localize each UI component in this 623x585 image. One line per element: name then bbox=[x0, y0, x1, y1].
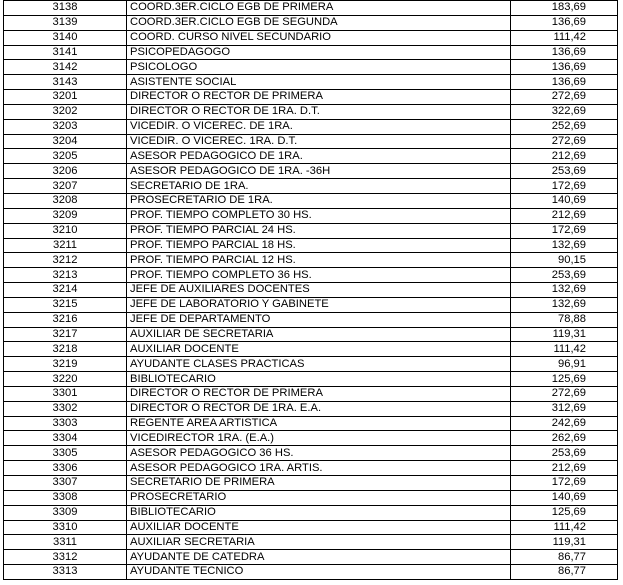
description-cell: PROF. TIEMPO COMPLETO 36 HS. bbox=[127, 268, 511, 283]
description-cell: ASESOR PEDAGOGICO 1RA. ARTIS. bbox=[127, 461, 511, 476]
amount-cell: 272,69 bbox=[511, 90, 618, 105]
description-cell: ASESOR PEDAGOGICO DE 1RA. -36H bbox=[127, 164, 511, 179]
table-row bbox=[4, 119, 618, 134]
amount-cell: 140,69 bbox=[511, 490, 618, 505]
code-cell: 3305 bbox=[4, 446, 127, 461]
amount-cell: 136,69 bbox=[511, 60, 618, 75]
table-row bbox=[4, 357, 618, 372]
table-row bbox=[4, 416, 618, 431]
amount-cell: 140,69 bbox=[511, 193, 618, 208]
amount-cell: 111,42 bbox=[511, 30, 618, 45]
description-cell: PSICOLOGO bbox=[127, 60, 511, 75]
amount-cell: 262,69 bbox=[511, 431, 618, 446]
code-cell: 3306 bbox=[4, 461, 127, 476]
code-cell: 3313 bbox=[4, 565, 127, 580]
table-row bbox=[4, 75, 618, 90]
description-cell: SECRETARIO DE 1RA. bbox=[127, 179, 511, 194]
amount-cell: 212,69 bbox=[511, 461, 618, 476]
description-cell: AYUDANTE CLASES PRACTICAS bbox=[127, 357, 511, 372]
code-cell: 3311 bbox=[4, 535, 127, 550]
amount-cell: 90,15 bbox=[511, 253, 618, 268]
table-row bbox=[4, 297, 618, 312]
table-row bbox=[4, 431, 618, 446]
description-cell: AUXILIAR DOCENTE bbox=[127, 342, 511, 357]
amount-cell: 312,69 bbox=[511, 401, 618, 416]
description-cell: PSICOPEDAGOGO bbox=[127, 45, 511, 60]
table-row bbox=[4, 520, 618, 535]
amount-cell: 212,69 bbox=[511, 149, 618, 164]
table-row bbox=[4, 268, 618, 283]
code-cell: 3212 bbox=[4, 253, 127, 268]
table-row bbox=[4, 550, 618, 565]
code-cell: 3143 bbox=[4, 75, 127, 90]
code-cell: 3141 bbox=[4, 45, 127, 60]
code-cell: 3211 bbox=[4, 238, 127, 253]
table-row bbox=[4, 90, 618, 105]
table-row bbox=[4, 461, 618, 476]
code-cell: 3219 bbox=[4, 357, 127, 372]
description-cell: JEFE DE LABORATORIO Y GABINETE bbox=[127, 297, 511, 312]
table-row bbox=[4, 372, 618, 387]
code-cell: 3213 bbox=[4, 268, 127, 283]
description-cell: PROSECRETARIO DE 1RA. bbox=[127, 193, 511, 208]
description-cell: BIBLIOTECARIO bbox=[127, 372, 511, 387]
table-row bbox=[4, 401, 618, 416]
code-cell: 3308 bbox=[4, 490, 127, 505]
table-row bbox=[4, 45, 618, 60]
table-row bbox=[4, 342, 618, 357]
amount-cell: 78,88 bbox=[511, 312, 618, 327]
description-cell: DIRECTOR O RECTOR DE PRIMERA bbox=[127, 386, 511, 401]
table-row bbox=[4, 565, 618, 580]
code-cell: 3307 bbox=[4, 476, 127, 491]
description-cell: DIRECTOR O RECTOR DE PRIMERA bbox=[127, 90, 511, 105]
description-cell: PROF. TIEMPO PARCIAL 24 HS. bbox=[127, 223, 511, 238]
description-cell: VICEDIR. O VICEREC. DE 1RA. bbox=[127, 119, 511, 134]
table-row bbox=[4, 30, 618, 45]
code-cell: 3208 bbox=[4, 193, 127, 208]
table-row bbox=[4, 490, 618, 505]
code-cell: 3216 bbox=[4, 312, 127, 327]
amount-cell: 119,31 bbox=[511, 327, 618, 342]
description-cell: PROSECRETARIO bbox=[127, 490, 511, 505]
description-cell: REGENTE AREA ARTISTICA bbox=[127, 416, 511, 431]
table-row bbox=[4, 104, 618, 119]
code-cell: 3304 bbox=[4, 431, 127, 446]
code-cell: 3202 bbox=[4, 104, 127, 119]
code-cell: 3218 bbox=[4, 342, 127, 357]
amount-cell: 125,69 bbox=[511, 372, 618, 387]
amount-cell: 96,91 bbox=[511, 357, 618, 372]
description-cell: DIRECTOR O RECTOR DE 1RA. D.T. bbox=[127, 104, 511, 119]
code-cell: 3220 bbox=[4, 372, 127, 387]
table-row bbox=[4, 134, 618, 149]
code-cell: 3207 bbox=[4, 179, 127, 194]
amount-cell: 125,69 bbox=[511, 505, 618, 520]
amount-cell: 172,69 bbox=[511, 223, 618, 238]
amount-cell: 183,69 bbox=[511, 1, 618, 16]
amount-cell: 136,69 bbox=[511, 45, 618, 60]
description-cell: COORD.3ER.CICLO EGB DE PRIMERA bbox=[127, 1, 511, 16]
description-cell: ASISTENTE SOCIAL bbox=[127, 75, 511, 90]
code-cell: 3203 bbox=[4, 119, 127, 134]
amount-cell: 136,69 bbox=[511, 75, 618, 90]
code-cell: 3301 bbox=[4, 386, 127, 401]
description-cell: VICEDIR. O VICEREC. 1RA. D.T. bbox=[127, 134, 511, 149]
amount-cell: 132,69 bbox=[511, 297, 618, 312]
amount-cell: 253,69 bbox=[511, 164, 618, 179]
table-body bbox=[4, 1, 618, 580]
code-cell: 3201 bbox=[4, 90, 127, 105]
description-cell: JEFE DE AUXILIARES DOCENTES bbox=[127, 283, 511, 298]
table-row bbox=[4, 253, 618, 268]
table-row bbox=[4, 446, 618, 461]
description-cell: AUXILIAR DE SECRETARIA bbox=[127, 327, 511, 342]
description-cell: JEFE DE DEPARTAMENTO bbox=[127, 312, 511, 327]
amount-cell: 322,69 bbox=[511, 104, 618, 119]
description-cell: PROF. TIEMPO PARCIAL 12 HS. bbox=[127, 253, 511, 268]
code-cell: 3210 bbox=[4, 223, 127, 238]
amount-cell: 86,77 bbox=[511, 565, 618, 580]
description-cell: AUXILIAR DOCENTE bbox=[127, 520, 511, 535]
code-cell: 3138 bbox=[4, 1, 127, 16]
description-cell: AUXILIAR SECRETARIA bbox=[127, 535, 511, 550]
description-cell: COORD.3ER.CICLO EGB DE SEGUNDA bbox=[127, 15, 511, 30]
code-cell: 3303 bbox=[4, 416, 127, 431]
table-row bbox=[4, 15, 618, 30]
amount-cell: 272,69 bbox=[511, 134, 618, 149]
table-row bbox=[4, 179, 618, 194]
description-cell: ASESOR PEDAGOGICO DE 1RA. bbox=[127, 149, 511, 164]
table-row bbox=[4, 1, 618, 16]
salary-table bbox=[3, 0, 618, 580]
code-cell: 3140 bbox=[4, 30, 127, 45]
amount-cell: 119,31 bbox=[511, 535, 618, 550]
code-cell: 3209 bbox=[4, 208, 127, 223]
amount-cell: 132,69 bbox=[511, 283, 618, 298]
amount-cell: 111,42 bbox=[511, 520, 618, 535]
code-cell: 3217 bbox=[4, 327, 127, 342]
description-cell: AYUDANTE TECNICO bbox=[127, 565, 511, 580]
table-row bbox=[4, 223, 618, 238]
table-row bbox=[4, 535, 618, 550]
code-cell: 3206 bbox=[4, 164, 127, 179]
amount-cell: 242,69 bbox=[511, 416, 618, 431]
code-cell: 3215 bbox=[4, 297, 127, 312]
amount-cell: 172,69 bbox=[511, 476, 618, 491]
code-cell: 3139 bbox=[4, 15, 127, 30]
code-cell: 3302 bbox=[4, 401, 127, 416]
table-row bbox=[4, 238, 618, 253]
code-cell: 3204 bbox=[4, 134, 127, 149]
description-cell: VICEDIRECTOR 1RA. (E.A.) bbox=[127, 431, 511, 446]
table-row bbox=[4, 164, 618, 179]
description-cell: BIBLIOTECARIO bbox=[127, 505, 511, 520]
table-row bbox=[4, 312, 618, 327]
description-cell: PROF. TIEMPO PARCIAL 18 HS. bbox=[127, 238, 511, 253]
description-cell: SECRETARIO DE PRIMERA bbox=[127, 476, 511, 491]
description-cell: DIRECTOR O RECTOR DE 1RA. E.A. bbox=[127, 401, 511, 416]
amount-cell: 252,69 bbox=[511, 119, 618, 134]
table-row bbox=[4, 327, 618, 342]
code-cell: 3205 bbox=[4, 149, 127, 164]
table-row bbox=[4, 149, 618, 164]
amount-cell: 136,69 bbox=[511, 15, 618, 30]
description-cell: ASESOR PEDAGOGICO 36 HS. bbox=[127, 446, 511, 461]
description-cell: COORD. CURSO NIVEL SECUNDARIO bbox=[127, 30, 511, 45]
table-row bbox=[4, 193, 618, 208]
table-row bbox=[4, 505, 618, 520]
amount-cell: 86,77 bbox=[511, 550, 618, 565]
table-row bbox=[4, 386, 618, 401]
code-cell: 3214 bbox=[4, 283, 127, 298]
code-cell: 3309 bbox=[4, 505, 127, 520]
description-cell: AYUDANTE DE CATEDRA bbox=[127, 550, 511, 565]
code-cell: 3142 bbox=[4, 60, 127, 75]
table-row bbox=[4, 476, 618, 491]
description-cell: PROF. TIEMPO COMPLETO 30 HS. bbox=[127, 208, 511, 223]
amount-cell: 132,69 bbox=[511, 238, 618, 253]
amount-cell: 253,69 bbox=[511, 446, 618, 461]
table-row bbox=[4, 60, 618, 75]
amount-cell: 212,69 bbox=[511, 208, 618, 223]
amount-cell: 253,69 bbox=[511, 268, 618, 283]
table-row bbox=[4, 283, 618, 298]
code-cell: 3312 bbox=[4, 550, 127, 565]
amount-cell: 111,42 bbox=[511, 342, 618, 357]
code-cell: 3310 bbox=[4, 520, 127, 535]
table-row bbox=[4, 208, 618, 223]
amount-cell: 172,69 bbox=[511, 179, 618, 194]
amount-cell: 272,69 bbox=[511, 386, 618, 401]
